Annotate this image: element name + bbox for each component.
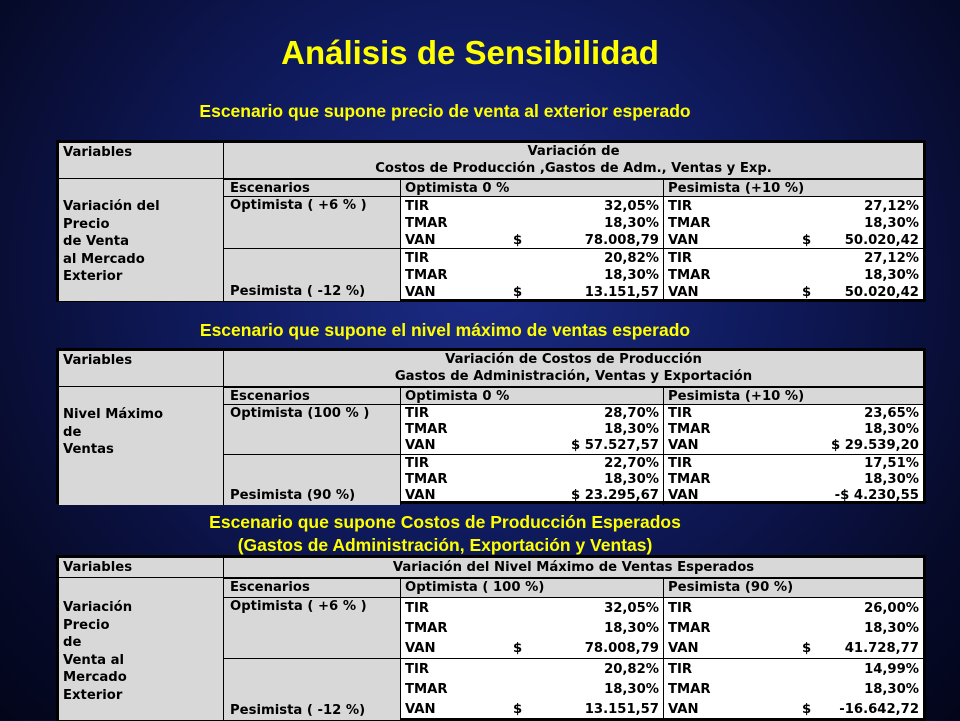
result-cell [401,405,664,455]
metric-value-tir: 27,12% [864,251,919,266]
table-1-subtitle [0,101,890,122]
metric-row-tmar [401,267,663,284]
metric-value-tir: 27,12% [864,199,919,214]
escenarios-label: Escenarios [230,580,310,595]
currency-symbol: $ [802,285,812,300]
row-group-label-line: al Mercado [63,251,145,267]
row-group-label-line: Variación [63,600,133,615]
metric-value-van: 50.020,42 [844,285,919,300]
column-header-label: Pesimista (+10 %) [668,389,805,404]
metric-row-van [401,232,663,249]
metric-value-van: 50.020,42 [844,233,919,248]
column-header-label: Pesimista (+10 %) [668,181,805,196]
result-cell [664,249,923,301]
metric-value-tmar: 18,30% [604,682,659,697]
metric-value-tmar: 18,30% [604,216,659,231]
currency-symbol: $ [802,641,812,656]
result-cell [664,405,923,455]
metric-row-van [664,700,923,720]
metric-row-tir [401,198,663,215]
currency-symbol: $ [802,233,812,248]
metric-row-tmar [664,619,923,639]
metric-value-van: 78.008,79 [584,641,659,656]
metric-row-van [401,284,663,301]
variation-header-line: Variación de Costos de Producción [445,352,702,367]
row-group-label-line: de [63,635,82,650]
row-group-label-line: Ventas [63,442,114,457]
metric-row-tir [401,250,663,267]
metric-label-van: VAN [405,702,436,717]
table-3-subtitle [0,511,890,557]
metric-value-tir: 20,82% [604,662,659,677]
metric-row-tir [401,406,663,422]
metric-label-van: VAN [668,488,699,503]
metric-label-tir: TIR [668,662,693,677]
metric-label-tir: TIR [405,601,430,616]
currency-symbol: $ [802,702,812,717]
metric-row-tir [664,250,923,267]
metric-label-tir: TIR [668,601,693,616]
metric-row-tir [401,599,663,619]
result-cell [401,249,664,301]
metric-value-van: $ 57.527,57 [570,438,659,453]
metric-label-van: VAN [405,488,436,503]
metric-value-van: -$ 4.230,55 [834,488,919,503]
metric-label-van: VAN [405,233,436,248]
scenario-row-label-cell [224,659,401,720]
column-header [401,387,664,405]
metric-value-van: 13.151,57 [584,702,659,717]
row-group-cell [59,387,224,505]
metric-row-tmar [401,619,663,639]
subtitle-line: Escenario que supone precio de venta al exterior esperado [199,101,691,121]
scenario-row-label: Optimista (100 % ) [230,406,370,421]
row-group-label [63,198,160,286]
row-group-label-line: de [63,424,82,440]
row-group-label-line: Nivel Máximo [63,407,164,422]
metric-row-tmar [401,680,663,700]
metric-label-tir: TIR [405,662,430,677]
metric-value-van: 41.728,77 [844,641,919,656]
metric-label-tmar: TMAR [668,472,711,487]
metric-label-van: VAN [405,285,436,300]
metric-row-tmar [664,422,923,438]
metric-row-van [401,488,663,504]
metric-value-tmar: 18,30% [864,268,919,283]
metric-label-tmar: TMAR [405,682,448,697]
sensitivity-table-2 [56,348,926,504]
metric-label-tir: TIR [405,199,430,214]
escenarios-header [224,387,401,405]
slide-title: Análisis de Sensibilidad [281,34,659,71]
metric-row-van [664,284,923,301]
result-cell [401,455,664,505]
metric-row-tmar [664,267,923,284]
row-group-label [63,406,163,459]
metric-label-tir: TIR [405,251,430,266]
metric-label-tir: TIR [405,456,430,471]
metric-row-tmar [664,680,923,700]
metric-label-tmar: TMAR [405,422,448,437]
row-group-label-line: Exterior [63,687,123,703]
subtitle-line: (Gastos de Administración, Exportación y Ventas) [237,535,653,555]
metric-row-van [664,438,923,454]
result-cell [664,197,923,249]
scenario-row-label-cell [224,197,401,249]
result-cell [664,598,923,659]
metric-row-tmar [401,422,663,438]
metric-label-tir: TIR [668,406,693,421]
metric-value-van: $ 29.539,20 [830,438,919,453]
metric-value-tir: 28,70% [604,406,659,421]
metric-value-tmar: 18,30% [864,682,919,697]
metric-label-tmar: TMAR [405,216,448,231]
metric-label-tmar: TMAR [405,472,448,487]
metric-value-tmar: 18,30% [604,422,659,437]
metric-value-tir: 22,70% [604,456,659,471]
metric-row-tmar [401,472,663,488]
variation-header-line: Variación del Nivel Máximo de Ventas Esperados [392,560,755,575]
column-header [664,387,923,405]
escenarios-header [224,179,401,197]
result-cell [401,659,664,720]
metric-label-tir: TIR [668,199,693,214]
variables-header [59,351,224,387]
column-header [664,179,923,197]
variation-header-line: Gastos de Administración, Ventas y Exportación [394,369,753,384]
sensitivity-table-3 [56,555,926,721]
row-group-label-line: de Venta [63,234,129,249]
metric-row-tir [664,660,923,680]
metric-row-van [664,232,923,249]
currency-symbol: $ [513,641,523,656]
scenario-row-label-cell [224,598,401,659]
row-group-label-line: Precio [63,617,110,633]
result-cell [401,598,664,659]
metric-row-tir [664,198,923,215]
metric-label-tmar: TMAR [668,422,711,437]
metric-label-tir: TIR [405,406,430,421]
metric-label-van: VAN [668,233,699,248]
metric-value-tmar: 18,30% [864,472,919,487]
row-group-cell [59,578,224,720]
variables-header [59,143,224,179]
escenarios-header [224,578,401,598]
metric-label-van: VAN [405,438,436,453]
result-cell [664,659,923,720]
metric-row-van [664,488,923,504]
metric-value-van: 78.008,79 [584,233,659,248]
subtitle-line: Escenario que supone el nivel máximo de ventas esperado [199,320,691,340]
variation-header [224,558,923,578]
metric-label-tir: TIR [668,456,693,471]
metric-label-van: VAN [668,285,699,300]
metric-value-tmar: 18,30% [604,268,659,283]
variables-label: Variables [63,560,133,575]
metric-row-tir [664,599,923,619]
metric-label-van: VAN [668,702,699,717]
currency-symbol: $ [513,233,523,248]
currency-symbol: $ [513,702,523,717]
metric-value-tir: 20,82% [604,251,659,266]
metric-label-tmar: TMAR [405,268,448,283]
metric-value-tir: 23,65% [864,406,919,421]
metric-value-tmar: 18,30% [604,472,659,487]
row-group-label-line: Precio [63,216,110,232]
metric-row-van [401,700,663,720]
metric-label-tmar: TMAR [668,682,711,697]
row-group-label-line: Exterior [63,269,123,284]
row-group-cell [59,179,224,301]
metric-value-van: 13.151,57 [584,285,659,300]
metric-row-tmar [664,472,923,488]
metric-value-tir: 17,51% [864,456,919,471]
column-header [401,179,664,197]
row-group-label-line: Variación del [63,199,160,214]
currency-symbol: $ [513,285,523,300]
metric-label-tir: TIR [668,251,693,266]
scenario-row-label: Pesimista (90 %) [230,488,356,503]
variation-header-line: Variación de [527,144,620,159]
metric-label-tmar: TMAR [668,621,711,636]
metric-value-van: $ 23.295,67 [570,488,659,503]
subtitle-line: Escenario que supone Costos de Producción Esperados [209,512,681,532]
variables-label: Variables [63,353,133,368]
metric-value-tir: 32,05% [604,601,659,616]
metric-row-tmar [664,215,923,232]
metric-value-van: -16.642,72 [839,702,919,717]
metric-row-tir [401,456,663,472]
scenario-row-label-cell [224,405,401,455]
metric-row-tir [664,406,923,422]
column-header [664,578,923,598]
metric-value-tir: 14,99% [864,662,919,677]
result-cell [401,197,664,249]
metric-row-van [401,639,663,659]
metric-row-tir [401,660,663,680]
metric-value-tir: 26,00% [864,601,919,616]
column-header-label: Optimista 0 % [405,181,510,196]
row-group-label-line: Venta al [63,652,125,668]
metric-row-van [664,639,923,659]
metric-row-van [401,438,663,454]
metric-value-tmar: 18,30% [604,621,659,636]
scenario-row-label: Pesimista ( -12 %) [230,703,366,718]
table-2-subtitle [0,320,890,341]
metric-value-tir: 32,05% [604,199,659,214]
column-header [401,578,664,598]
column-header-label: Pesimista (90 %) [668,580,794,595]
variation-header-line: Costos de Producción ,Gastos de Adm., Ventas y Exp. [375,161,772,176]
metric-row-tir [664,456,923,472]
escenarios-label: Escenarios [230,389,310,404]
variation-header [224,351,923,387]
metric-label-van: VAN [405,641,436,656]
metric-value-tmar: 18,30% [864,422,919,437]
metric-label-tmar: TMAR [405,621,448,636]
scenario-row-label: Optimista ( +6 % ) [230,198,367,213]
metric-value-tmar: 18,30% [864,216,919,231]
metric-label-van: VAN [668,438,699,453]
metric-label-tmar: TMAR [668,268,711,283]
metric-value-tmar: 18,30% [864,621,919,636]
column-header-label: Optimista ( 100 %) [405,580,545,595]
row-group-label [63,599,132,704]
result-cell [664,455,923,505]
scenario-row-label-cell [224,455,401,505]
sensitivity-table-1 [56,140,926,302]
metric-label-van: VAN [668,641,699,656]
scenario-row-label: Optimista ( +6 % ) [230,599,367,614]
scenario-row-label: Pesimista ( -12 %) [230,284,366,299]
row-group-label-line: Mercado [63,670,127,685]
metric-label-tmar: TMAR [668,216,711,231]
variation-header [224,143,923,179]
metric-row-tmar [401,215,663,232]
column-header-label: Optimista 0 % [405,389,510,404]
scenario-row-label-cell [224,249,401,301]
variables-label: Variables [63,145,133,160]
variables-header [59,558,224,578]
escenarios-label: Escenarios [230,181,310,196]
